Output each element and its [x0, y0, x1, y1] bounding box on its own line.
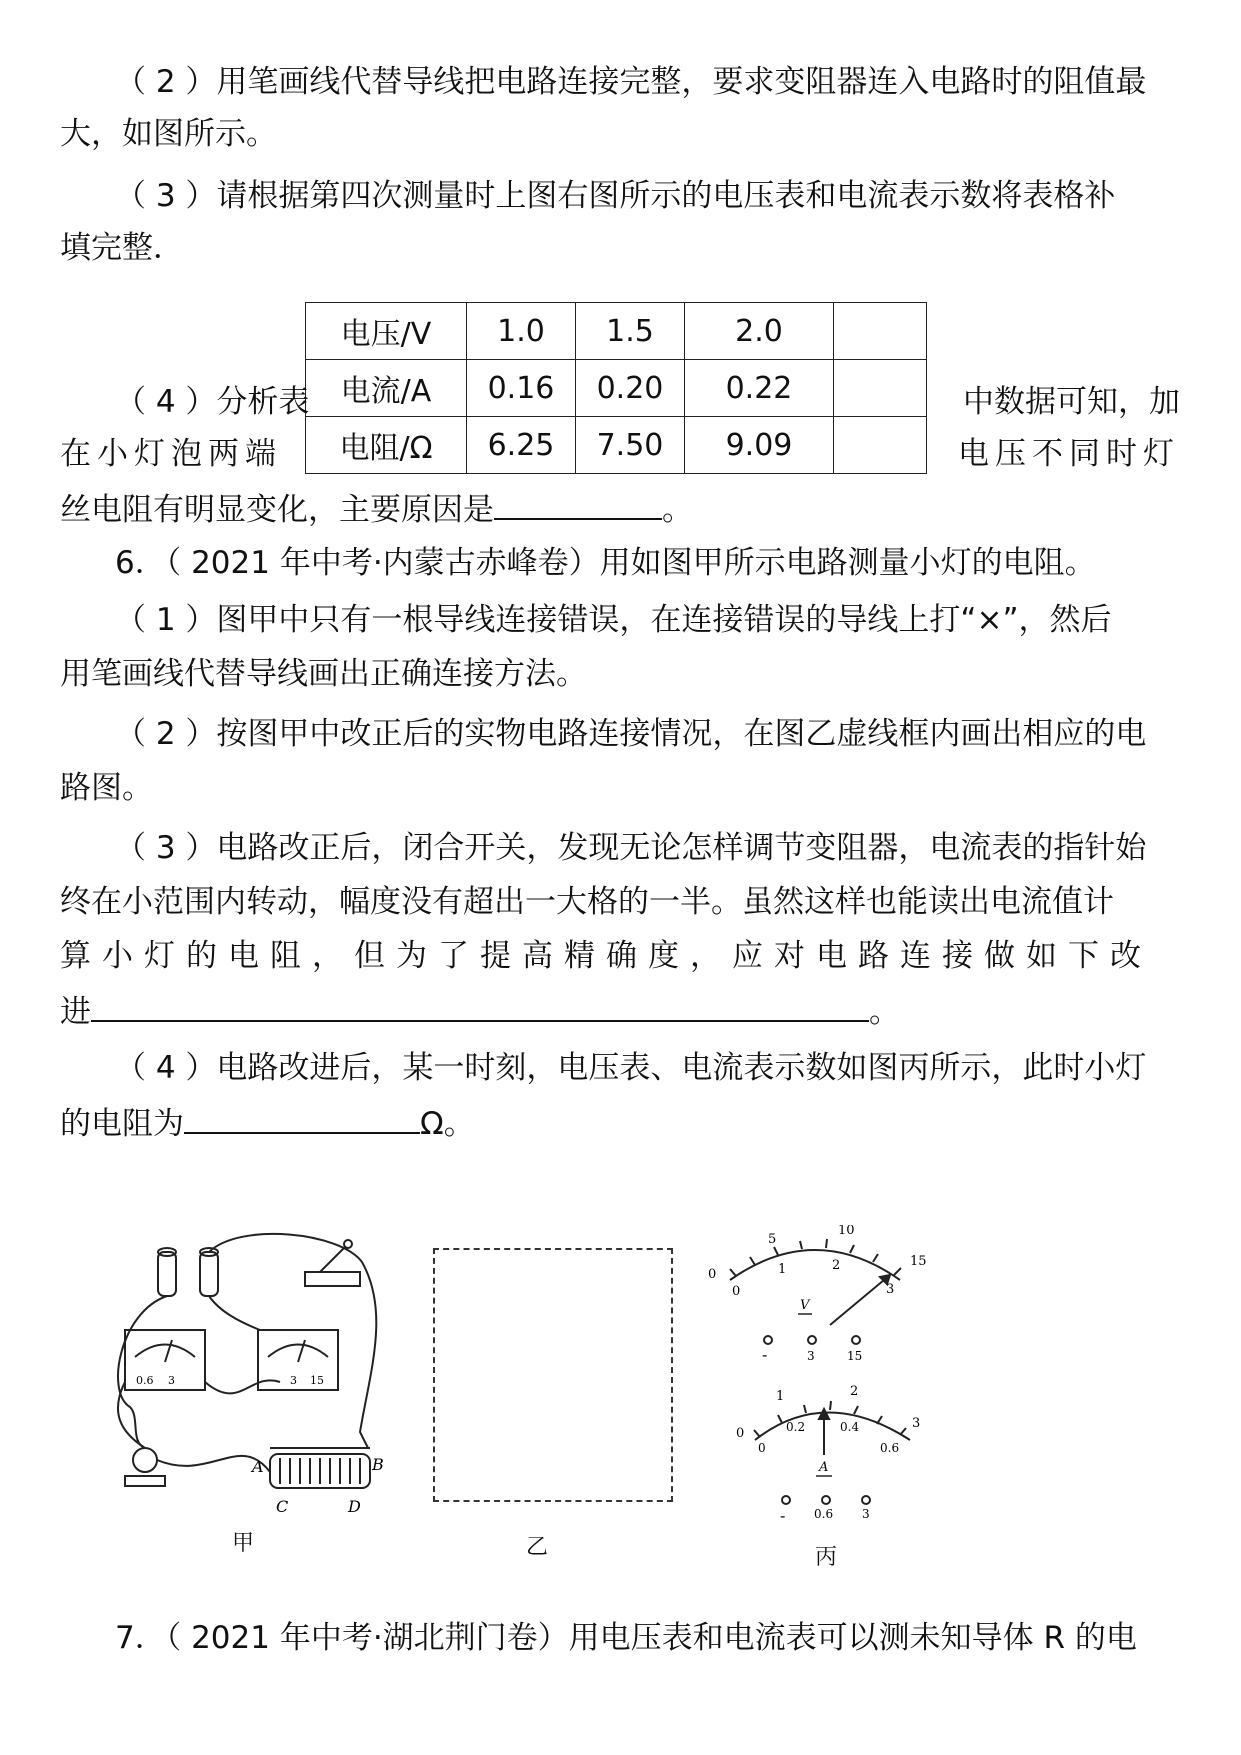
- v-upper-tick: 10: [838, 1225, 855, 1238]
- figure-yi-dashed-box[interactable]: [433, 1248, 673, 1502]
- period: 。: [662, 492, 693, 528]
- table-cell: 6.25: [467, 417, 576, 474]
- battery-cell: [158, 1252, 176, 1296]
- terminal: [852, 1336, 860, 1344]
- voltmeter-symbol: V: [800, 1298, 810, 1313]
- table-cell: 0.16: [467, 360, 576, 417]
- q6-title: 6．（ 2021 年中考·内蒙古赤峰卷）用如图甲所示电路测量小灯的电阻。: [115, 545, 1096, 581]
- q6-part3-text: 进: [60, 994, 91, 1030]
- q6-part2-line1: （ 2 ）按图甲中改正后的实物电路连接情况，在图乙虚线框内画出相应的电: [115, 716, 1147, 752]
- a-terminal-label: 3: [862, 1507, 870, 1521]
- q5-part2-line2: 大，如图所示。: [60, 116, 277, 152]
- answer-blank[interactable]: [91, 990, 869, 1022]
- terminal: [822, 1496, 830, 1504]
- period: 。: [869, 994, 900, 1030]
- q5-part4-left2: 在小灯泡两端: [60, 436, 282, 472]
- v-upper-tick: 5: [768, 1232, 777, 1247]
- a-upper-tick: 0: [736, 1426, 745, 1441]
- table-cell: 1.0: [467, 303, 576, 360]
- answer-blank[interactable]: [494, 488, 662, 520]
- terminal: [764, 1336, 772, 1344]
- table-cell: 9.09: [685, 417, 834, 474]
- q6-part1-line1: （ 1 ）图甲中只有一根导线连接错误，在连接错误的导线上打“×”，然后: [115, 602, 1112, 638]
- q5-part4-right2: 电压不同时灯: [958, 436, 1180, 472]
- caption-yi: 乙: [526, 1535, 549, 1560]
- a-lower-tick: 0.4: [840, 1420, 860, 1434]
- q5-part4-line3: [60, 488, 1180, 530]
- v-terminal-label: -: [762, 1345, 768, 1364]
- q5-part4-text: 丝电阻有明显变化，主要原因是: [60, 492, 494, 528]
- label-c: C: [276, 1497, 289, 1516]
- q6-part4-text: 的电阻为: [60, 1106, 184, 1142]
- measurement-table: [305, 302, 927, 474]
- table-cell: 2.0: [685, 303, 834, 360]
- voltmeter-needle: [830, 1275, 890, 1325]
- q7-title: 7．（ 2021 年中考·湖北荆门卷）用电压表和电流表可以测未知导体 R 的电: [115, 1620, 1137, 1656]
- a-lower-tick: 0.6: [880, 1441, 900, 1455]
- a-lower-tick: 0: [758, 1441, 766, 1455]
- figure-jia-circuit: [100, 1232, 430, 1522]
- voltmeter-terminal: 15: [310, 1374, 324, 1387]
- table-row: [306, 303, 927, 360]
- v-lower-tick: 2: [832, 1258, 841, 1273]
- lamp: [133, 1448, 157, 1472]
- table-cell: 1.5: [576, 303, 685, 360]
- table-cell: 7.50: [576, 417, 685, 474]
- label-b: B: [372, 1455, 384, 1474]
- table-cell: 0.20: [576, 360, 685, 417]
- v-lower-tick: 0: [732, 1284, 741, 1299]
- a-terminal-label: 0.6: [814, 1507, 834, 1521]
- voltmeter-terminal: 3: [290, 1374, 297, 1387]
- ohm-period: Ω。: [420, 1106, 475, 1142]
- v-lower-tick: 1: [778, 1262, 787, 1277]
- label-d: D: [348, 1497, 361, 1516]
- ammeter-terminal: 3: [168, 1374, 175, 1387]
- q5-part3-line1: （ 3 ）请根据第四次测量时上图右图所示的电压表和电流表示数将表格补: [115, 178, 1116, 214]
- table-cell-label: 电压/V: [306, 303, 467, 360]
- q6-part3-line2: 终在小范围内转动，幅度没有超出一大格的一半。虽然这样也能读出电流值计: [60, 884, 1114, 920]
- v-terminal-label: 3: [807, 1349, 815, 1363]
- q6-part4-line1: （ 4 ）电路改进后，某一时刻，电压表、电流表示数如图丙所示，此时小灯: [115, 1050, 1147, 1086]
- figure-bing-meters: [700, 1225, 940, 1545]
- terminal: [862, 1496, 870, 1504]
- a-upper-tick: 3: [912, 1416, 921, 1431]
- a-upper-tick: 1: [776, 1389, 785, 1404]
- q6-part4-line2: [60, 1102, 1180, 1144]
- table-cell-label: 电阻/Ω: [306, 417, 467, 474]
- q6-part2-line2: 路图。: [60, 770, 153, 806]
- voltmeter-scale-arc: [730, 1250, 900, 1280]
- table-row: [306, 417, 927, 474]
- q5-part4-right: 中数据可知，加: [963, 384, 1180, 420]
- a-upper-tick: 2: [850, 1384, 859, 1399]
- q6-part3-line1: （ 3 ）电路改正后，闭合开关，发现无论怎样调节变阻器，电流表的指针始: [115, 830, 1147, 866]
- caption-jia: 甲: [232, 1531, 255, 1556]
- ammeter-symbol: A: [819, 1460, 829, 1475]
- v-upper-tick: 15: [910, 1254, 927, 1269]
- q5-part4-left: （ 4 ）分析表: [115, 384, 310, 420]
- v-lower-tick: 3: [886, 1282, 895, 1297]
- terminal: [782, 1496, 790, 1504]
- a-terminal-label: -: [780, 1506, 786, 1525]
- answer-blank[interactable]: [184, 1102, 420, 1134]
- table-cell: 0.22: [685, 360, 834, 417]
- label-a: A: [252, 1457, 264, 1476]
- battery-cell: [200, 1252, 218, 1296]
- table-cell-blank[interactable]: [834, 303, 927, 360]
- q6-part1-line2: 用笔画线代替导线画出正确连接方法。: [60, 656, 587, 692]
- table-cell-blank[interactable]: [834, 360, 927, 417]
- q6-part3-line3: 算小灯的电阻，但为了提高精确度，应对电路连接做如下改: [60, 938, 1152, 974]
- a-lower-tick: 0.2: [786, 1420, 806, 1434]
- switch: [305, 1272, 360, 1286]
- ammeter-terminal: 0.6: [136, 1374, 154, 1387]
- caption-bing: 丙: [815, 1545, 838, 1570]
- terminal: [808, 1336, 816, 1344]
- q5-part2-line1: （ 2 ）用笔画线代替导线把电路连接完整，要求变阻器连入电路时的阻值最: [115, 64, 1147, 100]
- v-upper-tick: 0: [708, 1267, 717, 1282]
- table-cell-label: 电流/A: [306, 360, 467, 417]
- table-row: [306, 360, 927, 417]
- table-cell-blank[interactable]: [834, 417, 927, 474]
- v-terminal-label: 15: [847, 1349, 863, 1363]
- q5-part3-line2: 填完整．: [60, 230, 184, 266]
- q6-part3-line4: [60, 990, 1180, 1032]
